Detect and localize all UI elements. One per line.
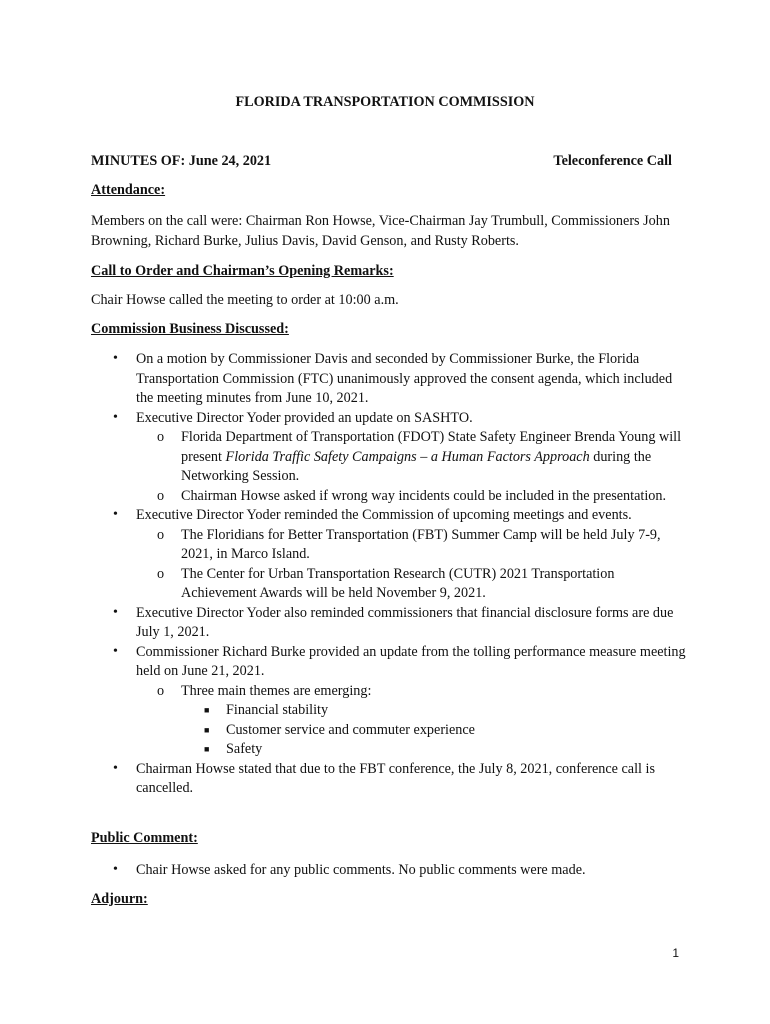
business-heading: Commission Business Discussed: [91, 321, 289, 337]
bullet-icon: • [113, 409, 118, 425]
list-item: o Chairman Howse asked if wrong way incidents could be included in the presentation. [136, 487, 691, 507]
business-list [91, 350, 691, 799]
list-item: • On a motion by Commissioner Davis and seconded by Commissioner Burke, the Florida Transportation Commission (FTC) unanimously approved the consent agenda, which included the meeting minutes from June 10, 2021. [113, 351, 673, 406]
square-bullet-icon: ■ [204, 724, 210, 735]
call-to-order-heading: Call to Order and Chairman’s Opening Remarks: [91, 263, 394, 279]
list-item: • Chairman Howse stated that due to the FBT conference, the July 8, 2021, conference call is cancelled. [113, 760, 656, 796]
sub-list [136, 682, 691, 760]
circle-bullet-icon: o [157, 565, 165, 582]
list-item: • Chair Howse asked for any public comments. No public comments were made. [113, 862, 586, 878]
list-item: • Executive Director Yoder reminded the Commission of upcoming meetings and events. o The Floridians for Better Transportation (FBT) Summer Camp will be held July 7-9, 2021, in Marco Island. o The Center for Urban Transportation Research (CUTR) 2021 Transportation Achievement Awards will be held November 9, 2021. [91, 506, 691, 604]
sub-list [136, 428, 691, 506]
public-comment-heading: Public Comment: [91, 830, 198, 846]
list-item: ■ Financial stability [181, 701, 691, 721]
list-item: o Florida Department of Transportation (FDOT) State Safety Engineer Brenda Young will present Florida Traffic Safety Campaigns – a Human Factors Approach during the Networking Session. [157, 429, 682, 484]
list-item: • Executive Director Yoder provided an update on SASHTO. o Florida Department of Transportation (FDOT) State Safety Engineer Brenda Young will present Florida Traffic Safety Campaigns – a Human Factors Approach during the Networking Session. o Chairman Howse asked if wrong way incidents could be included in the presentation. [91, 409, 691, 507]
circle-bullet-icon: o [157, 526, 165, 543]
sub-sub-list [181, 701, 691, 760]
square-bullet-icon: ■ [204, 705, 210, 715]
call-to-order-text: Chair Howse called the meeting to order at 10:00 a.m. [91, 292, 399, 308]
bullet-icon: • [113, 862, 118, 877]
page-number: 1 [672, 946, 679, 960]
bullet-icon: • [113, 507, 118, 522]
list-item: • Commissioner Richard Burke provided an update from the tolling performance measure meeting held on June 21, 2021. o Three main themes are emerging: ■ Financial stability ■ Customer service and commuter experience ■ Safety [91, 643, 691, 760]
list-item: ■ Customer service and commuter experience [181, 721, 691, 741]
minutes-date: MINUTES OF: June 24, 2021 [91, 153, 272, 169]
list-item: • Executive Director Yoder also reminded commissioners that financial disclosure forms are due July 1, 2021. [113, 604, 674, 640]
bullet-icon: • [113, 351, 118, 366]
document-title: FLORIDA TRANSPORTATION COMMISSION [235, 94, 535, 110]
bullet-icon: • [113, 604, 118, 620]
bullet-icon: • [113, 760, 118, 776]
list-item: o The Center for Urban Transportation Research (CUTR) 2021 Transportation Achievement Awards will be held November 9, 2021. [157, 565, 615, 601]
meeting-type: Teleconference Call [553, 153, 672, 169]
circle-bullet-icon: o [157, 487, 165, 504]
list-item: o The Floridians for Better Transportation (FBT) Summer Camp will be held July 7-9, 2021, in Marco Island. [157, 526, 661, 562]
sub-list [136, 526, 691, 604]
attendance-heading: Attendance: [91, 182, 166, 198]
list-item: ■ Safety [181, 740, 691, 760]
adjourn-heading: Adjourn: [91, 891, 148, 907]
square-bullet-icon: ■ [204, 744, 210, 754]
circle-bullet-icon: o [157, 429, 165, 445]
circle-bullet-icon: o [157, 682, 165, 699]
attendance-text: Members on the call were: Chairman Ron Howse, Vice-Chairman Jay Trumbull, Commissioners John Browning, Richard Burke, Julius Davis, David Genson, and Rusty Roberts. [91, 213, 670, 249]
list-item: o Three main themes are emerging: ■ Financial stability ■ Customer service and commuter experience ■ Safety [136, 682, 691, 760]
bullet-icon: • [113, 643, 118, 659]
public-comment-list [91, 861, 691, 881]
